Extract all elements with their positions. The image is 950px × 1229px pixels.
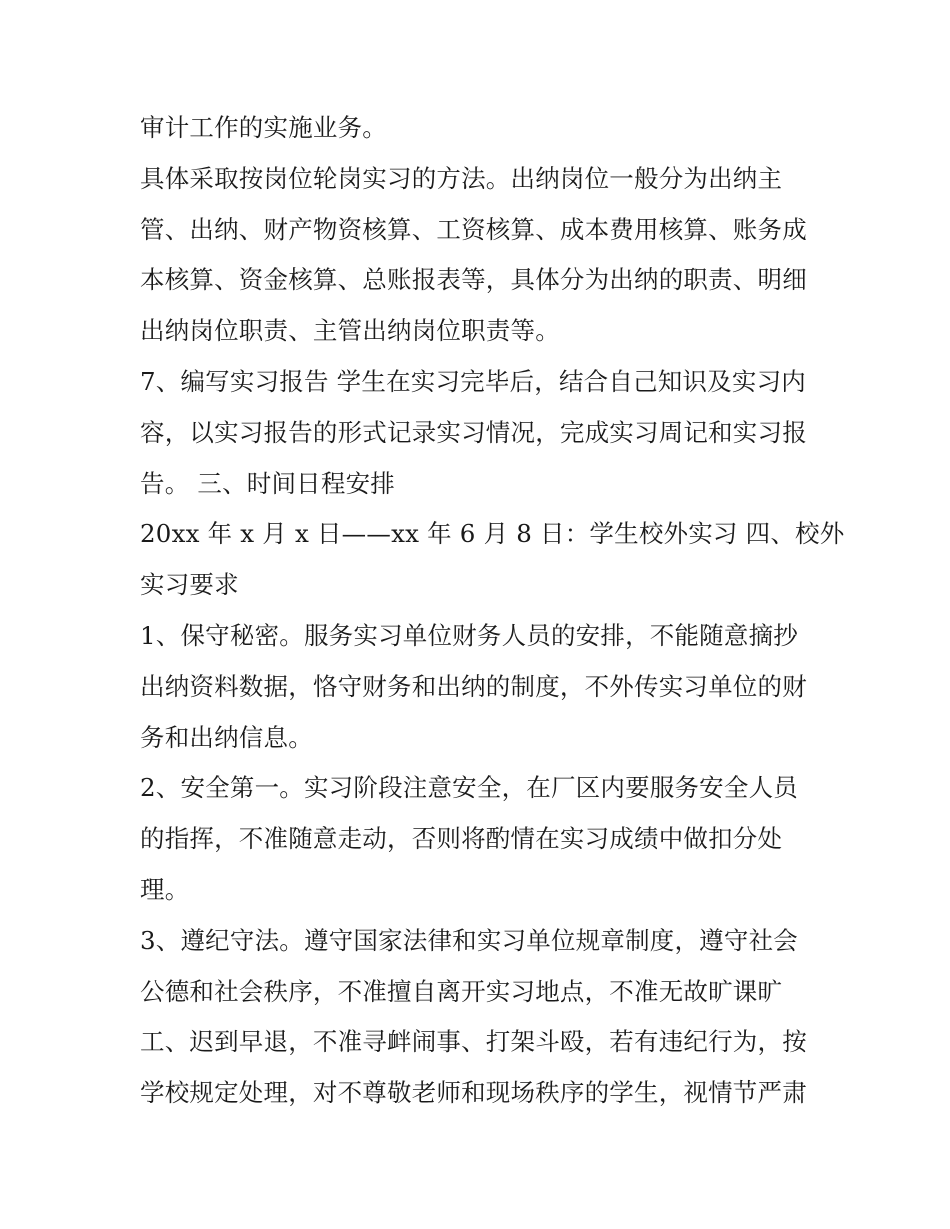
text-line: 出纳岗位职责、主管出纳岗位职责等。 bbox=[140, 316, 560, 346]
text-line: 的指挥，不准随意走动，否则将酌情在实习成绩中做扣分处 bbox=[140, 824, 783, 854]
text-line: 理。 bbox=[140, 874, 190, 904]
text-line: 审计工作的实施业务。 bbox=[140, 113, 387, 142]
text-line: 学校规定处理，对不尊敬老师和现场秩序的学生，视情节严肃 bbox=[140, 1078, 807, 1108]
text-line: 7、编写实习报告 学生在实习完毕后，结合自己知识及实习内 bbox=[140, 366, 806, 396]
text-line: 3、遵纪守法。遵守国家法律和实习单位规章制度，遵守社会 bbox=[140, 925, 798, 955]
text-line: 2、安全第一。实习阶段注意安全，在厂区内要服务安全人员 bbox=[140, 773, 798, 803]
text-line: 实习要求 bbox=[140, 570, 239, 600]
text-line: 告。 三、时间日程安排 bbox=[140, 468, 395, 498]
text-line: 务和出纳信息。 bbox=[140, 722, 313, 752]
document-body bbox=[140, 103, 845, 1119]
text-line: 管、出纳、财产物资核算、工资核算、成本费用核算、账务成 bbox=[140, 214, 807, 244]
text-line: 具体采取按岗位轮岗实习的方法。出纳岗位一般分为出纳主 bbox=[140, 163, 783, 193]
text-line: 工、迟到早退，不准寻衅闹事、打架斗殴，若有违纪行为，按 bbox=[140, 1027, 807, 1057]
text-line: 公德和社会秩序，不准擅自离开实习地点，不准无故旷课旷 bbox=[140, 976, 783, 1006]
text-line: 1、保守秘密。服务实习单位财务人员的安排，不能随意摘抄 bbox=[140, 620, 798, 650]
text-line: 本核算、资金核算、总账报表等，具体分为出纳的职责、明细 bbox=[140, 265, 807, 295]
text-line: 20xx 年 x 月 x 日——xx 年 6 月 8 日：学生校外实习 四、校外 bbox=[140, 519, 845, 549]
text-line: 出纳资料数据，恪守财务和出纳的制度，不外传实习单位的财 bbox=[140, 671, 807, 701]
text-line: 容，以实习报告的形式记录实习情况，完成实习周记和实习报 bbox=[140, 417, 807, 447]
